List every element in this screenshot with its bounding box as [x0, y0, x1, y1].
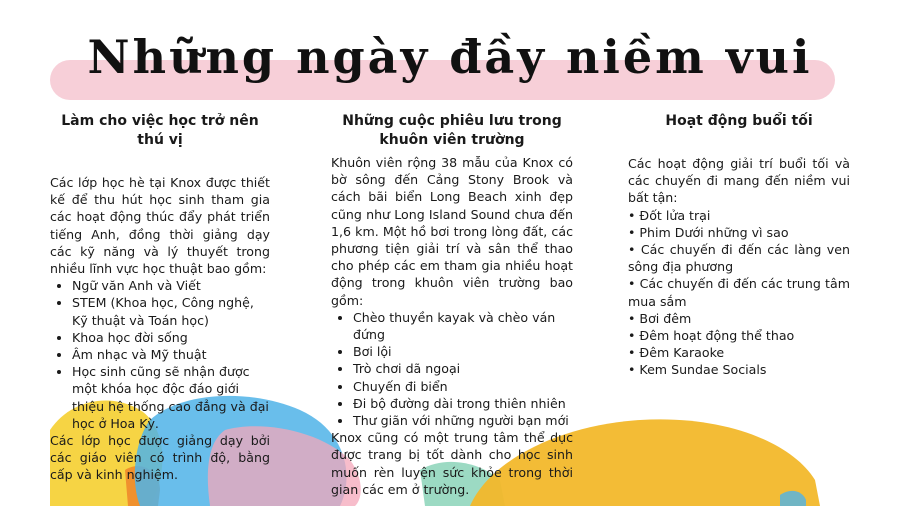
page-title: Những ngày đầy niềm vui [87, 30, 813, 84]
column-evening-activities [628, 112, 850, 379]
list-item: • Chèo thuyền kayak và chèo ván đứng [353, 309, 573, 343]
column-outro: Các lớp học được giảng dạy bởi các giáo viên có trình độ, bằng cấp và kinh nghiệm. [50, 433, 270, 483]
column-heading: Làm cho việc học trở nên thú vị [61, 113, 259, 148]
list-item: • Bơi đêm [628, 310, 692, 326]
list-item: • Đêm Karaoke [628, 345, 725, 361]
list-item: • Phim Dưới những vì sao [628, 224, 789, 240]
list-item: • Thư giãn với những người bạn mới [353, 412, 573, 429]
column-intro: Khuôn viên rộng 38 mẫu của Knox có bờ sông đến Cảng Stony Brook và cách bãi biển Long Beach xinh đẹp cũng như Long Island Sound chưa đến 1,6 km. Một hồ bơi trong lòng đất, các phương tiện giải trí và sân thể thao cho phép các em tham gia nhiều hoạt động trong khuôn viên trường bao gồm: [331, 155, 573, 308]
list-item: • Ngữ văn Anh và Viết [72, 277, 270, 294]
column-outro: Knox cũng có một trung tâm thể dục được trang bị tốt dành cho học sinh muốn rèn luyện sức khỏe trong thời gian các em ở trường. [331, 430, 573, 497]
list-item: • Đốt lửa trại [628, 207, 711, 223]
column-intro: Các hoạt động giải trí buổi tối và các chuyến đi mang đến niềm vui bất tận: [628, 156, 850, 206]
list-item: • Trò chơi dã ngoại [353, 360, 573, 377]
column-heading: Hoạt động buổi tối [665, 113, 813, 129]
list-item: • Bơi lội [353, 343, 573, 360]
column-campus-adventures [331, 112, 573, 498]
activity-list [331, 309, 573, 429]
column-intro: Các lớp học hè tại Knox được thiết kế để thu hút học sinh tham gia các hoạt động thúc đẩy phát triển tiếng Anh, đồng thời giảng dạy các kỹ năng và lý thuyết trong nhiều lĩnh vực học thuật bao gồm: [50, 175, 270, 277]
list-item: • Đêm hoạt động thể thao [628, 328, 795, 344]
list-item: • Học sinh cũng sẽ nhận được một khóa học độc đáo giới thiệu hệ thống cao đẳng và đại học ở Hoa Kỳ. [72, 363, 270, 432]
list-item: • Âm nhạc và Mỹ thuật [72, 346, 270, 363]
list-item: • STEM (Khoa học, Công nghệ, Kỹ thuật và Toán học) [72, 294, 270, 328]
list-item: • Chuyến đi biển [353, 378, 573, 395]
column-heading: Những cuộc phiêu lưu trong khuôn viên trường [342, 113, 562, 148]
list-item: • Khoa học đời sống [72, 329, 270, 346]
list-item: • Đi bộ đường dài trong thiên nhiên [353, 395, 573, 412]
subject-list [50, 277, 270, 432]
list-item: • Các chuyến đi đến các làng ven sông địa phương [628, 242, 850, 275]
list-item: • Các chuyến đi đến các trung tâm mua sắm [628, 276, 850, 309]
column-learning [50, 112, 270, 484]
list-item: • Kem Sundae Socials [628, 362, 767, 378]
